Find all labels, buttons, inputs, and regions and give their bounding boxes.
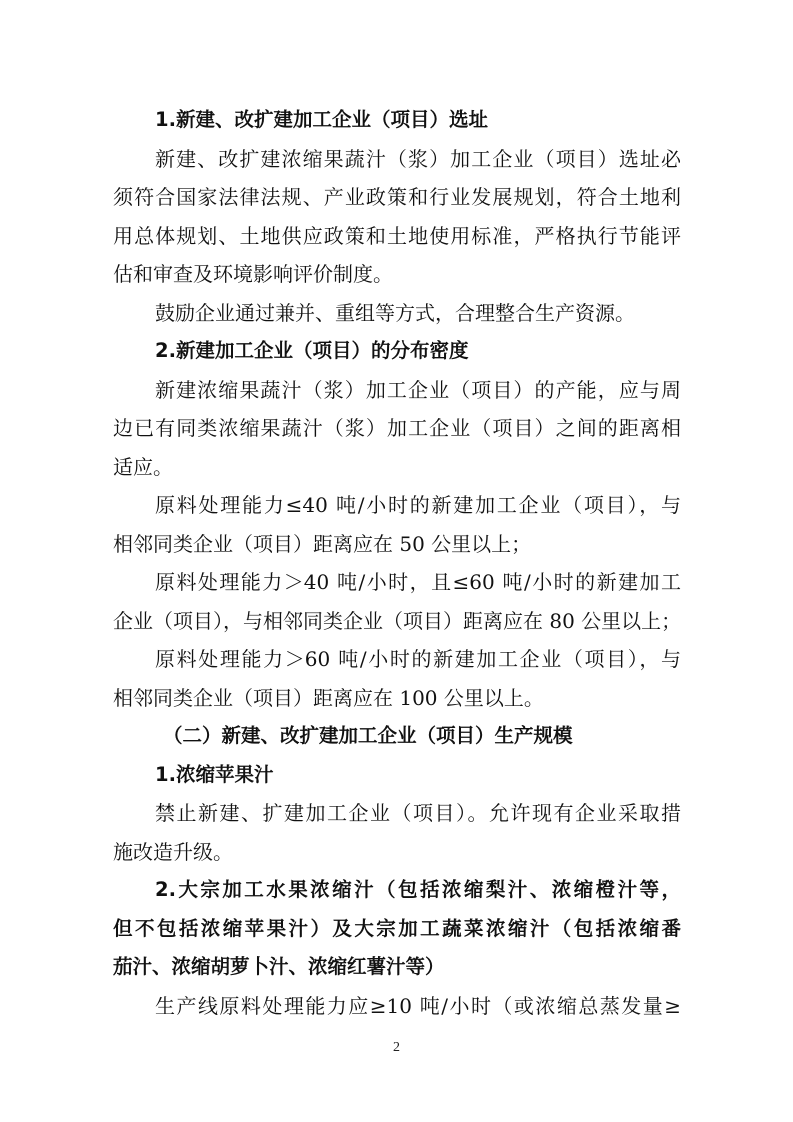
subheading-site-selection: 1.新建、改扩建加工企业（项目）选址 bbox=[155, 108, 488, 131]
paragraph-line: 估和审查及环境影响评价制度。 bbox=[113, 262, 393, 286]
subheading-bulk-concentrates: 2.大宗加工水果浓缩汁（包括浓缩梨汁、浓缩橙汁等， bbox=[155, 878, 681, 901]
subheading-bulk-concentrates-end: 茄汁、浓缩胡萝卜汁、浓缩红薯汁等） bbox=[113, 955, 445, 978]
paragraph-line: 鼓励企业通过兼并、重组等方式，合理整合生产资源。 bbox=[155, 300, 635, 325]
paragraph-line: 新建浓缩果蔬汁（浆）加工企业（项目）的产能，应与周 bbox=[155, 377, 681, 402]
paragraph-line: 相邻同类企业（项目）距离应在 50 公里以上； bbox=[113, 531, 532, 556]
paragraph-line: 施改造升级。 bbox=[113, 839, 233, 864]
paragraph-line: 边已有同类浓缩果蔬汁（浆）加工企业（项目）之间的距离相 bbox=[113, 416, 681, 440]
paragraph-line: 须符合国家法律法规、产业政策和行业发展规划，符合土地利 bbox=[113, 185, 681, 209]
paragraph-line: 相邻同类企业（项目）距离应在 100 公里以上。 bbox=[113, 685, 544, 710]
subheading-bulk-concentrates-cont: 但不包括浓缩苹果汁）及大宗加工蔬菜浓缩汁（包括浓缩番 bbox=[113, 916, 681, 940]
paragraph-line: 生产线原料处理能力应≥10 吨/小时（或浓缩总蒸发量≥ bbox=[155, 993, 681, 1018]
subheading-apple-juice: 1.浓缩苹果汁 bbox=[155, 762, 274, 786]
paragraph-line: 原料处理能力＞40 吨/小时，且≤60 吨/小时的新建加工 bbox=[155, 570, 681, 594]
paragraph-line: 原料处理能力≤40 吨/小时的新建加工企业（项目），与 bbox=[155, 493, 681, 517]
page-number: 2 bbox=[393, 1040, 400, 1055]
section-heading-production-scale: （二）新建、改扩建加工企业（项目）生产规模 bbox=[163, 724, 573, 747]
paragraph-line: 适应。 bbox=[113, 454, 173, 479]
paragraph-line: 用总体规划、土地供应政策和土地使用标准，严格执行节能评 bbox=[113, 223, 681, 248]
paragraph-line: 原料处理能力＞60 吨/小时的新建加工企业（项目），与 bbox=[155, 647, 681, 671]
paragraph-line: 企业（项目），与相邻同类企业（项目）距离应在 80 公里以上； bbox=[113, 608, 682, 633]
document-body bbox=[113, 101, 681, 1025]
paragraph-line: 新建、改扩建浓缩果蔬汁（浆）加工企业（项目）选址必 bbox=[155, 146, 681, 171]
subheading-distribution-density: 2.新建加工企业（项目）的分布密度 bbox=[155, 339, 469, 362]
paragraph-line: 禁止新建、扩建加工企业（项目）。允许现有企业采取措 bbox=[155, 801, 681, 825]
